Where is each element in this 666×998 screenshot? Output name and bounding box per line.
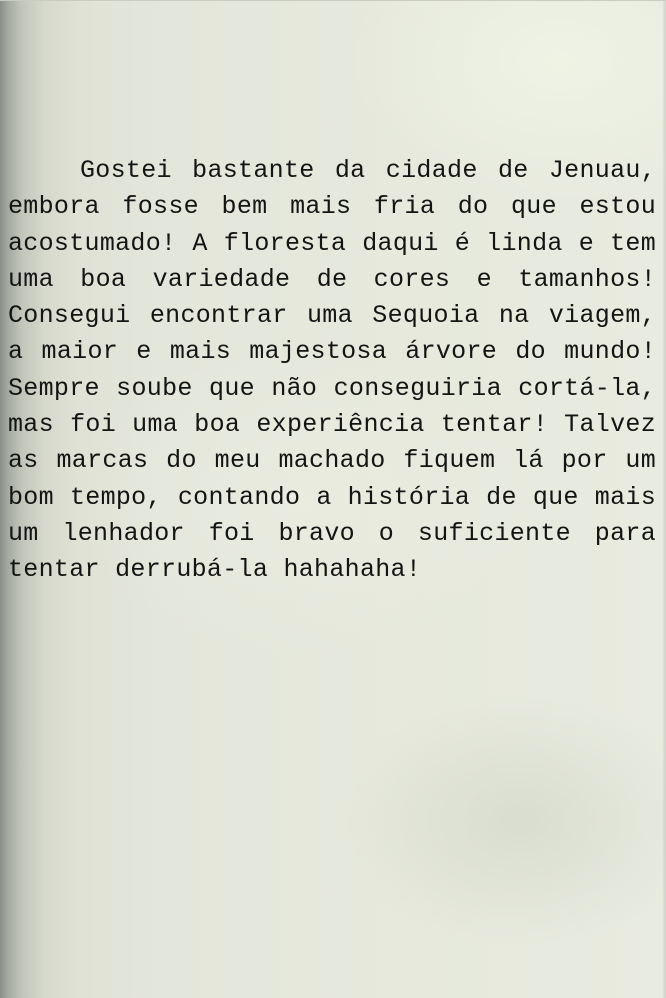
story-paragraph: Gostei bastante da cidade de Jenuau, embora fosse bem mais fria do que estou acostumado! A floresta daqui é linda e tem uma boa variedade de cores e tamanhos! Consegui encontrar uma Sequoia na viagem, a maior e mais majestosa árvore do mundo! Sempre soube que não conseguiria cortá-la, mas foi uma boa experiência tentar! Talvez as marcas do meu machado fiquem lá por um bom tempo, contando a história de que mais um lenhador foi bravo o suficiente para tentar derrubá-la hahahaha! (8, 156, 656, 585)
